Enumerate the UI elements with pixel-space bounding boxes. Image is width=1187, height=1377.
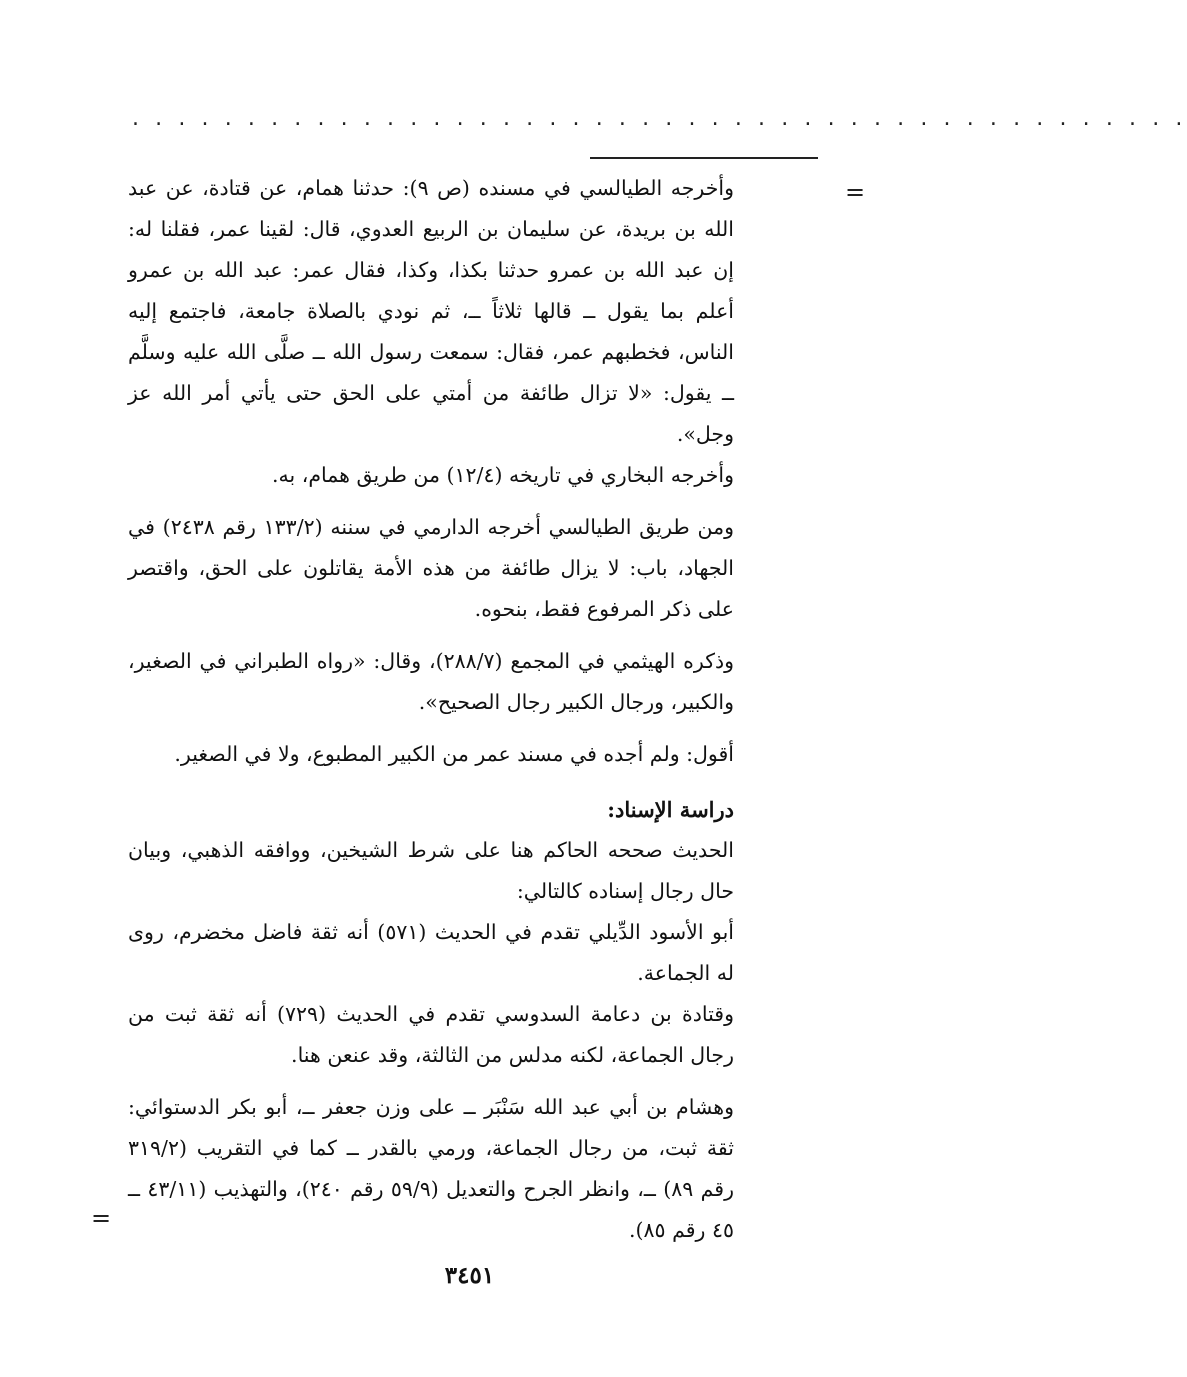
main-text xyxy=(128,168,734,1251)
paragraph-hakim: الحديث صححه الحاكم هنا على شرط الشيخين، ووافقه الذهبي، وبيان حال رجال إسناده كالتالي: xyxy=(128,838,734,903)
paragraph-abu-aswad: أبو الأسود الدِّيلي تقدم في الحديث (٥٧١) أنه ثقة فاضل مخضرم، روى له الجماعة. xyxy=(128,920,734,985)
section-heading: دراسة الإسناد: xyxy=(607,797,734,822)
separator-dots: . . . . . . . . . . . . . . . . . . . . . . . . . . . . . . . . . . . . . . . . . . . . . . xyxy=(132,106,1187,131)
paragraph-aqul: أقول: ولم أجده في مسند عمر من الكبير المطبوع، ولا في الصغير. xyxy=(174,742,734,766)
paragraph-hisham: وهشام بن أبي عبد الله سَنْبَر ــ على وزن جعفر ــ، أبو بكر الدستوائي: ثقة ثبت، من رجال الجماعة، ورمي بالقدر ــ كما في التقريب (٣١٩/٢ رقم ٨٩) ــ، وانظر الجرح والتعديل (٥٩/٩ رقم ٢٤٠)، والتهذيب (٤٣/١١ ــ ٤٥ رقم ٨٥). xyxy=(128,1095,734,1242)
paragraph-haythami: وذكره الهيثمي في المجمع (٢٨٨/٧)، وقال: «رواه الطبراني في الصغير، والكبير، ورجال الكبير رجال الصحيح». xyxy=(128,649,735,714)
footnote-rule xyxy=(590,157,818,159)
paragraph-qatada: وقتادة بن دعامة السدوسي تقدم في الحديث (٧٢٩) أنه ثقة ثبت من رجال الجماعة، لكنه مدلس من الثالثة، وقد عنعن هنا. xyxy=(128,1002,734,1067)
paragraph-bukhari: وأخرجه البخاري في تاريخه (١٢/٤) من طريق همام، به. xyxy=(272,463,734,487)
margin-mark-top: = xyxy=(845,178,866,206)
margin-mark-bottom: = xyxy=(91,1204,112,1232)
paragraph-darimi: ومن طريق الطيالسي أخرجه الدارمي في سننه (١٣٣/٢ رقم ٢٤٣٨) في الجهاد، باب: لا يزال طائفة من هذه الأمة يقاتلون على الحق، واقتصر على ذكر المرفوع فقط، بنحوه. xyxy=(128,515,734,621)
page-number: ٣٤٥١ xyxy=(444,1262,495,1289)
paragraph-tayalisi: وأخرجه الطيالسي في مسنده (ص ٩): حدثنا همام، عن قتادة، عن عبد الله بن بريدة، عن سليمان بن الربيع العدوي، قال: لقينا عمر، فقلنا له: إن عبد الله بن عمرو حدثنا بكذا، وكذا، فقال عمر: عبد الله بن عمرو أعلم بما يقول ــ قالها ثلاثاً ــ، ثم نودي بالصلاة جامعة، فاجتمع إليه الناس، فخطبهم عمر، فقال: سمعت رسول الله ــ صلَّى الله عليه وسلَّم ــ يقول: «لا تزال طائفة من أمتي على الحق حتى يأتي أمر الله عز وجل». xyxy=(128,176,734,446)
